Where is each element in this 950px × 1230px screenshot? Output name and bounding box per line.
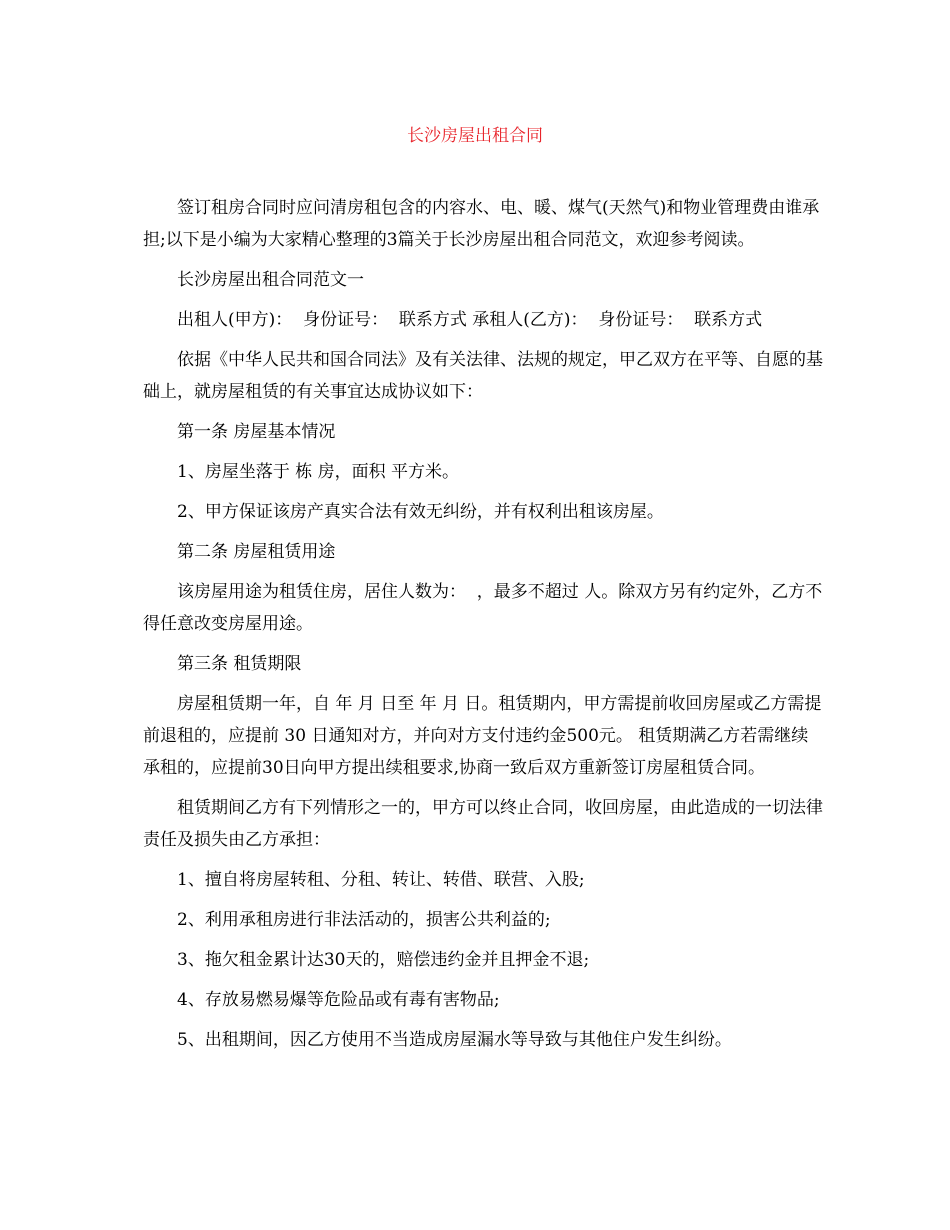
article-heading-3: 第三条 租赁期限	[177, 654, 302, 674]
article-heading-2: 第二条 房屋租赁用途	[177, 542, 336, 562]
list-item: 2、利用承租房进行非法活动的，损害公共利益的;	[177, 910, 551, 930]
paragraph-termination: 租赁期间乙方有下列情形之一的，甲方可以终止合同，收回房屋，由此造成的一切法律责任及损失由乙方承担：	[143, 798, 823, 850]
list-item: 3、拖欠租金累计达30天的，赔偿违约金并且押金不退;	[177, 950, 590, 970]
section-heading: 长沙房屋出租合同范文一	[177, 270, 364, 290]
list-item: 5、出租期间，因乙方使用不当造成房屋漏水等导致与其他住户发生纠纷。	[177, 1030, 732, 1050]
clause-item: 1、房屋坐落于 栋 房，面积 平方米。	[177, 462, 460, 482]
clause-item: 2、甲方保证该房产真实合法有效无纠纷，并有权利出租该房屋。	[177, 502, 664, 522]
paragraph-usage: 该房屋用途为租赁住房，居住人数为： ，最多不超过 人。除双方另有约定外，乙方不得任意改变房屋用途。	[143, 582, 823, 634]
paragraph-basis: 依据《中华人民共和国合同法》及有关法律、法规的规定，甲乙双方在平等、自愿的基础上，就房屋租赁的有关事宜达成协议如下：	[143, 350, 823, 402]
document-title: 长沙房屋出租合同	[407, 126, 543, 146]
article-heading-1: 第一条 房屋基本情况	[177, 422, 336, 442]
paragraph-intro: 签订租房合同时应问清房租包含的内容水、电、暖、煤气(天然气)和物业管理费由谁承担;以下是小编为大家精心整理的3篇关于长沙房屋出租合同范文，欢迎参考阅读。	[143, 198, 820, 250]
paragraph-term: 房屋租赁期一年，自 年 月 日至 年 月 日。租赁期内，甲方需提前收回房屋或乙方需提前退租的，应提前 30 日通知对方，并向对方支付违约金500元。 租赁期满乙方若需继续承租的，应提前30日向甲方提出续租要求,协商一致后双方重新签订房屋租赁合同。	[143, 694, 822, 778]
document-body	[143, 192, 823, 1064]
list-item: 4、存放易燃易爆等危险品或有毒有害物品;	[177, 990, 500, 1010]
list-item: 1、擅自将房屋转租、分租、转让、转借、联营、入股;	[177, 870, 585, 890]
parties-line: 出租人(甲方)： 身份证号： 联系方式 承租人(乙方)： 身份证号： 联系方式	[177, 310, 763, 330]
